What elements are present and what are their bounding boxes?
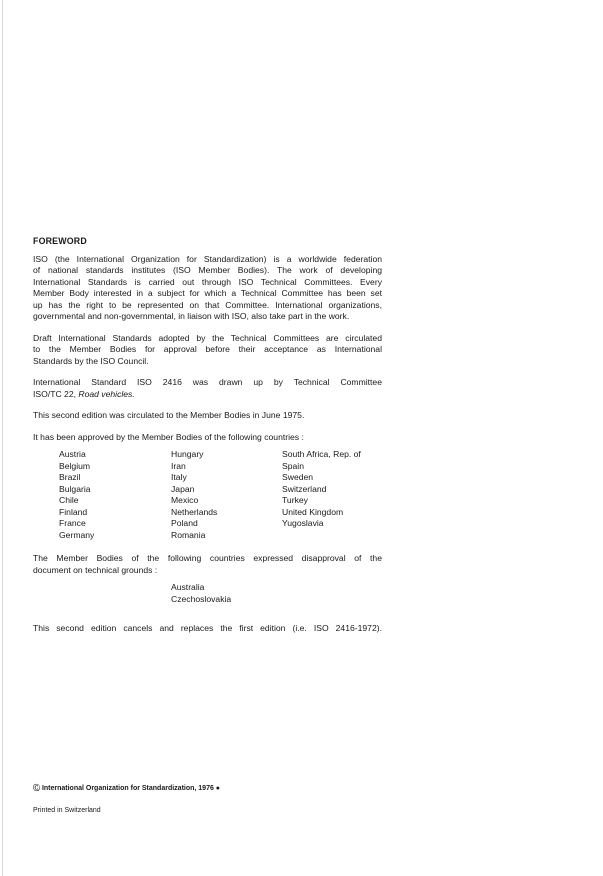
country-item: Finland [59,506,88,517]
country-column-3 [282,449,361,530]
text-line: It has been approved by the Member Bodies of the following countries : [33,431,304,442]
country-item: Austria [59,449,86,459]
committee-title: Road vehicles. [78,388,135,399]
text-line [33,389,382,401]
foreword-paragraph-disapproval [33,553,382,576]
foreword-paragraph-edition [33,623,382,635]
text-line: Member Body interested in a subject for which a Technical Committee has been set [33,288,382,298]
page-footer [33,784,220,815]
text-line: This second edition cancels and replaces the first edition (i.e. ISO 2416-1972). [33,623,382,633]
text-line: document on technical grounds : [33,564,158,575]
country-item: Switzerland [282,483,327,494]
country-item: Brazil [59,472,81,482]
country-column-2 [171,449,217,541]
foreword-paragraph-circulation [33,410,382,422]
country-item: Australia [171,582,205,592]
text-line: governmental and non-governmental, in liaison with ISO, also take part in the work. [33,311,350,321]
country-item: Poland [171,518,198,528]
committee-ref: ISO/TC 22, [33,388,79,399]
country-column [171,582,231,605]
text-line: International Standards is carried out through ISO Technical Committees. Every [33,276,382,287]
country-item: Belgium [59,460,91,471]
foreword-paragraph-approval [33,432,382,444]
country-item: Yugoslavia [282,518,324,528]
country-item: Romania [171,529,206,540]
foreword-heading: FOREWORD [33,236,87,246]
country-item: Iran [171,460,186,471]
text-line: Draft International Standards adopted by the Technical Committees are circulated [33,332,382,343]
country-item: South Africa, Rep. of [282,449,361,459]
country-item: Mexico [171,495,199,505]
text-line: International Standard ISO 2416 was drawn up by Technical Committee [33,377,382,387]
foreword-section [33,236,382,635]
country-item: Hungary [171,449,204,459]
printed-notice: Printed in Switzerland [33,807,101,814]
foreword-paragraph-iso [33,254,382,323]
country-item: Turkey [282,495,308,505]
text-line: This second edition was circulated to the Member Bodies in June 1975. [33,410,305,420]
country-item: Bulgaria [59,483,91,494]
text-line: up has the right to be represented on that Committee. International organizations, [33,299,382,310]
country-item: Spain [282,460,304,471]
text-line: of national standards institutes (ISO Member Bodies). The work of developing [33,265,382,275]
text-line: ISO (the International Organization for Standardization) is a worldwide federation [33,253,382,264]
country-item: Japan [171,483,195,494]
country-item: Chile [59,495,79,505]
country-item: France [59,518,86,528]
country-item: Italy [171,472,187,482]
approving-countries-list [33,449,382,542]
disapproving-countries-list [33,582,382,612]
scan-edge-line [2,0,3,876]
country-item: Czechoslovakia [171,593,232,604]
foreword-paragraph-standard [33,377,382,400]
country-item: Netherlands [171,506,218,517]
text-line: to the Member Bodies for approval before their acceptance as International [33,344,382,354]
country-item: Sweden [282,472,314,482]
country-item: Germany [59,529,95,540]
copyright-notice: Ⓒ International Organization for Standardization, 1976 ● [33,785,221,792]
country-column-1 [59,449,94,541]
country-item: United Kingdom [282,506,344,517]
foreword-paragraph-drafts [33,333,382,368]
text-line: Standards by the ISO Council. [33,355,149,366]
text-line: The Member Bodies of the following countries expressed disapproval of the [33,553,382,563]
